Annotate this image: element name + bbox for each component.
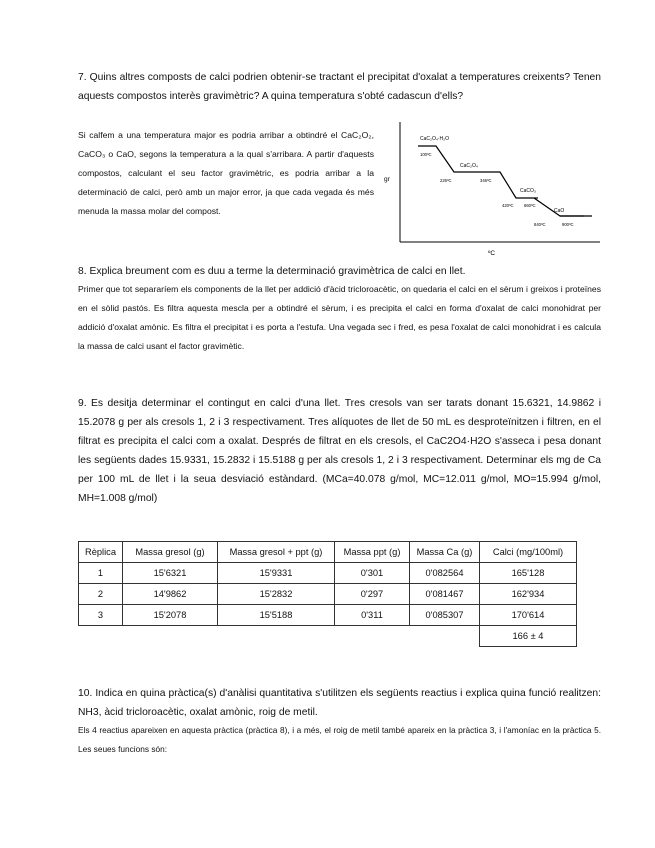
species-label: CaCO₃	[520, 188, 536, 194]
y-axis-label: gr	[384, 176, 390, 183]
temperature-label: 660ºC	[524, 203, 536, 208]
column-header: Massa ppt (g)	[335, 542, 410, 563]
column-header: Massa gresol + ppt (g)	[218, 542, 335, 563]
table-cell: 170'614	[480, 605, 577, 626]
result-cell: 166 ± 4	[480, 626, 577, 647]
answer-10: Els 4 reactius apareixen en aquesta pràctica (pràctica 8), i a més, el roig de metil també apareix en la pràctica 3, i l'amoníac en la pràctica 5. Les seues funcions són:	[78, 725, 601, 754]
species-label: CaC₂O₄	[460, 163, 478, 169]
table-row	[79, 584, 577, 605]
question-9: 9. Es desitja determinar el contingut en calci d'una llet. Tres cresols van ser tarats donant 15.6321, 14.9862 i 15.2078 g per als cresols 1, 2 i 3 respectivament. Tres alíquotes de llet de 50 mL es desproteïnitzen i filtren, en el filtrat es precipita el calci com a oxalat. Després de filtrat en els cresols, el CaC2O4·H2O s'asseca i pesa donant les següents dades 15.9331, 15.2832 i 15.5188 g per als cresols 1, 2 i 3 respectivament. Determinar els mg de Ca per 100 mL de llet i la seua desviació estàndard. (MCa=40.078 g/mol, MC=12.011 g/mol, MO=15.994 g/mol, MH=1.008 g/mol)	[78, 398, 601, 504]
table-cell: 1	[79, 563, 123, 584]
table-cell: 0'311	[335, 605, 410, 626]
table-cell: 15'9331	[218, 563, 335, 584]
table-cell: 162'934	[480, 584, 577, 605]
column-header: Massa gresol (g)	[123, 542, 218, 563]
table-cell: 165'128	[480, 563, 577, 584]
table-summary-row	[79, 626, 577, 647]
column-header: Massa Ca (g)	[410, 542, 480, 563]
temperature-label: 100ºC	[420, 152, 432, 157]
column-header: Calci (mg/100ml)	[480, 542, 577, 563]
results-table	[78, 541, 577, 647]
table-cell: 0'297	[335, 584, 410, 605]
table-cell: 0'085307	[410, 605, 480, 626]
answer-8: Primer que tot separaríem els components de la llet per addició d'àcid tricloroacètic, on quedaria el calci en el sèrum i greixos i proteïnes en el sòlid pastós. Es filtra aquesta mescla per a obtindré el sèrum, i es precipita el calci en forma d'oxalat de calci monohidrat per addició d'oxalat amònic. Es filtra el precipitat i es porta a l'estufa. Una vegada sec i fred, es pesa l'oxalat de calci monohidrat i es calcula la massa de calci usant el factor gravimètic.	[78, 284, 601, 351]
table-cell: 0'082564	[410, 563, 480, 584]
table-cell: 2	[79, 584, 123, 605]
temperature-label: 346ºC	[480, 178, 492, 183]
table-cell: 15'2078	[123, 605, 218, 626]
question-8: 8. Explica breument com es duu a terme la determinació gravimètrica de calci en llet.	[78, 266, 466, 277]
table-cell: 14'9862	[123, 584, 218, 605]
answer-7: Si calfem a una temperatura major es podria arribar a obtindré el CaC₂O₂, CaCO₃ o CaO, segons la temperatura a la qual s'arribara. A partir d'aquests compostos, calculant el seu factor gravimètric, es podria arribar a la determinació de calci, però amb un major error, ja que cada vegada és més menuda la massa molar del compost.	[78, 130, 374, 216]
table-cell: 15'6321	[123, 563, 218, 584]
species-label: CaC₂O₄·H₂O	[420, 136, 449, 142]
column-header: Rèplica	[79, 542, 123, 563]
table-cell: 0'081467	[410, 584, 480, 605]
species-label: CaO	[554, 208, 565, 214]
table-row	[79, 605, 577, 626]
question-7: 7. Quins altres composts de calci podrien obtenir-se tractant el precipitat d'oxalat a temperatures creixents? Tenen aquests compostos interès gravimètric? A quina temperatura s'obté cadascun d'ells?	[78, 72, 601, 102]
thermogravimetric-graph	[384, 118, 602, 260]
question-10: 10. Indica en quina pràctica(s) d'anàlisi quantitativa s'utilitzen els següents reactius i explica quina funció realitzen: NH3, àcid tricloroacètic, oxalat amònic, roig de metil.	[78, 688, 601, 718]
temperature-label: 226ºC	[440, 178, 452, 183]
temperature-label: 840ºC	[534, 222, 546, 227]
table-header-row	[79, 542, 577, 563]
table-cell: 15'2832	[218, 584, 335, 605]
table-row	[79, 563, 577, 584]
x-axis-label: ºC	[488, 250, 496, 257]
table-cell: 3	[79, 605, 123, 626]
temperature-label: 420ºC	[502, 203, 514, 208]
table-cell: 15'5188	[218, 605, 335, 626]
table-cell: 0'301	[335, 563, 410, 584]
temperature-label: 900ºC	[562, 222, 574, 227]
